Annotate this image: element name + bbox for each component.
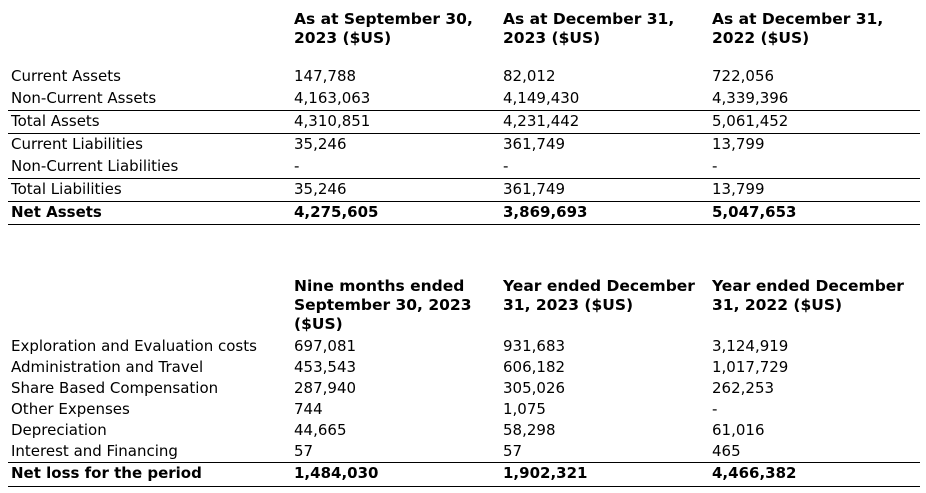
row-label: Current Liabilities <box>11 135 143 153</box>
column-header: As at September 30, 2023 ($US) <box>294 10 473 47</box>
table-row <box>8 420 920 441</box>
cell-value: 606,182 <box>503 358 566 376</box>
cell-value: 931,683 <box>503 337 566 355</box>
row-label: Total Liabilities <box>11 180 122 198</box>
cell-value: - <box>294 157 300 175</box>
cell-value: 305,026 <box>503 379 566 397</box>
cell-value: 5,047,653 <box>712 203 797 221</box>
cell-value: 3,124,919 <box>712 337 789 355</box>
balance-sheet-table <box>8 10 920 225</box>
row-label: Depreciation <box>11 421 107 439</box>
cell-value: 13,799 <box>712 135 765 153</box>
row-label: Total Assets <box>11 112 100 130</box>
cell-value: 13,799 <box>712 180 765 198</box>
cell-value: 4,163,063 <box>294 89 371 107</box>
cell-value: 262,253 <box>712 379 775 397</box>
header-row <box>8 277 920 336</box>
cell-value: 44,665 <box>294 421 347 439</box>
column-header: Nine months ended September 30, 2023 ($US) <box>294 277 472 333</box>
cell-value: - <box>712 157 718 175</box>
header-row <box>8 10 920 66</box>
income-statement-table <box>8 277 920 487</box>
table-row <box>8 134 920 156</box>
table-row <box>8 111 920 134</box>
column-header: As at December 31, 2023 ($US) <box>503 10 675 47</box>
cell-value: 147,788 <box>294 67 357 85</box>
total-row <box>8 202 920 225</box>
table-row <box>8 88 920 111</box>
table-row <box>8 378 920 399</box>
row-label: Non-Current Assets <box>11 89 157 107</box>
cell-value: 722,056 <box>712 67 775 85</box>
column-header: As at December 31, 2022 ($US) <box>712 10 884 47</box>
table-row <box>8 441 920 463</box>
table-row <box>8 357 920 378</box>
row-label: Other Expenses <box>11 400 130 418</box>
row-label: Administration and Travel <box>11 358 204 376</box>
cell-value: - <box>712 400 718 418</box>
cell-value: 4,310,851 <box>294 112 371 130</box>
cell-value: 1,017,729 <box>712 358 789 376</box>
cell-value: 453,543 <box>294 358 357 376</box>
total-row <box>8 463 920 487</box>
cell-value: 4,339,396 <box>712 89 789 107</box>
cell-value: 1,484,030 <box>294 464 379 482</box>
cell-value: 744 <box>294 400 323 418</box>
cell-value: 465 <box>712 442 741 460</box>
cell-value: 287,940 <box>294 379 357 397</box>
cell-value: 5,061,452 <box>712 112 789 130</box>
table-row <box>8 156 920 179</box>
cell-value: - <box>503 157 509 175</box>
cell-value: 61,016 <box>712 421 765 439</box>
table-row <box>8 66 920 88</box>
cell-value: 3,869,693 <box>503 203 588 221</box>
cell-value: 35,246 <box>294 135 347 153</box>
cell-value: 4,466,382 <box>712 464 797 482</box>
cell-value: 82,012 <box>503 67 556 85</box>
cell-value: 4,275,605 <box>294 203 379 221</box>
cell-value: 57 <box>503 442 523 460</box>
cell-value: 361,749 <box>503 135 566 153</box>
cell-value: 361,749 <box>503 180 566 198</box>
table-row <box>8 336 920 357</box>
row-label: Non-Current Liabilities <box>11 157 179 175</box>
cell-value: 58,298 <box>503 421 556 439</box>
cell-value: 4,149,430 <box>503 89 580 107</box>
row-label: Current Assets <box>11 67 121 85</box>
cell-value: 35,246 <box>294 180 347 198</box>
column-header: Year ended December 31, 2023 ($US) <box>503 277 695 314</box>
row-label: Net loss for the period <box>11 464 202 482</box>
cell-value: 57 <box>294 442 314 460</box>
column-header: Year ended December 31, 2022 ($US) <box>712 277 904 314</box>
cell-value: 1,902,321 <box>503 464 588 482</box>
row-label: Net Assets <box>11 203 102 221</box>
row-label: Interest and Financing <box>11 442 178 460</box>
table-row <box>8 179 920 202</box>
cell-value: 1,075 <box>503 400 546 418</box>
row-label: Share Based Compensation <box>11 379 219 397</box>
table-row <box>8 399 920 420</box>
cell-value: 697,081 <box>294 337 357 355</box>
cell-value: 4,231,442 <box>503 112 580 130</box>
row-label: Exploration and Evaluation costs <box>11 337 257 355</box>
